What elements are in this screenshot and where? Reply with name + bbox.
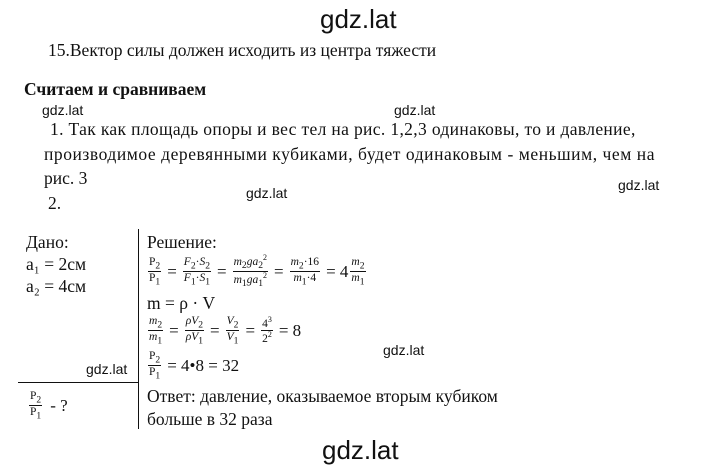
watermark: gdz.lat bbox=[383, 342, 425, 358]
equals: = bbox=[169, 320, 179, 340]
item-2: 2. bbox=[48, 193, 62, 213]
watermark: gdz.lat bbox=[618, 177, 660, 193]
equation-4 bbox=[146, 350, 239, 382]
watermark: gdz.lat bbox=[86, 361, 128, 377]
fraction: $\frac{\rho V_2}{\rho V_1}$ bbox=[185, 315, 204, 347]
section-heading: Считаем и сравниваем bbox=[24, 79, 207, 99]
answer-line-1: Ответ: давление, оказываемое вторым кубиком bbox=[147, 386, 498, 406]
equation-1 bbox=[146, 254, 368, 289]
equation-3 bbox=[146, 315, 301, 347]
equals: = bbox=[167, 261, 177, 281]
fraction: $\frac{V_2}{V_1}$ bbox=[226, 315, 239, 347]
equals: = bbox=[217, 261, 227, 281]
table-divider-vertical bbox=[138, 229, 139, 429]
answer-line-2: больше в 32 раза bbox=[147, 409, 273, 429]
given-a2: a₂ = 4см bbox=[26, 276, 87, 296]
fraction: $\frac{F_2\cdot S_2}{F_1\cdot S_1}$ bbox=[183, 255, 211, 288]
given-a1: a₁ = 2см bbox=[26, 254, 87, 274]
find-expression bbox=[27, 390, 68, 422]
fraction: $\frac{m_2\cdot 16}{m_1\cdot 4}$ bbox=[290, 255, 320, 288]
watermark-top: gdz.lat bbox=[320, 4, 397, 34]
watermark-bottom: gdz.lat bbox=[322, 435, 399, 465]
paragraph-1-line-3: рис. 3 bbox=[44, 168, 88, 188]
fraction-p2-p1: $\frac{P_2}{P_1}$ bbox=[30, 390, 42, 422]
watermark: gdz.lat bbox=[42, 102, 84, 118]
solution-title: Решение: bbox=[147, 232, 217, 252]
equation-1-result: = 4 bbox=[326, 261, 349, 281]
equation-3-result: = 8 bbox=[278, 320, 302, 340]
equation-4-result: = 4•8 = 32 bbox=[167, 355, 240, 375]
equation-2: m = ρ · V bbox=[147, 293, 216, 313]
equals: = bbox=[210, 320, 220, 340]
watermark: gdz.lat bbox=[246, 185, 288, 201]
watermark: gdz.lat bbox=[394, 102, 436, 118]
fraction: $\frac{m_2}{m_1}$ bbox=[149, 315, 163, 347]
equals: = bbox=[274, 261, 284, 281]
paragraph-1-line-1: 1. Так как площадь опоры и вес тел на рис. 1,2,3 одинаковы, то и давление, bbox=[50, 119, 636, 139]
find-question: - ? bbox=[50, 395, 68, 415]
item-15: 15.Вектор силы должен исходить из центра тяжести bbox=[48, 40, 437, 60]
fraction: $\frac{m_2ga_2^2}{m_1ga_1^2}$ bbox=[233, 253, 268, 290]
fraction: $\frac{P_2}{P_1}$ bbox=[149, 255, 161, 288]
equals: = bbox=[245, 320, 256, 340]
fraction: $\frac{4^3}{2^2}$ bbox=[262, 315, 272, 346]
table-divider-horizontal bbox=[18, 382, 139, 383]
fraction: $\frac{m_2}{m_1}$ bbox=[351, 255, 365, 288]
given-title: Дано: bbox=[26, 232, 69, 252]
fraction: $\frac{P_2}{P_1}$ bbox=[149, 350, 161, 382]
paragraph-1-line-2: производимое деревянными кубиками, будет одинаковым - меньшим, чем на bbox=[44, 144, 656, 164]
